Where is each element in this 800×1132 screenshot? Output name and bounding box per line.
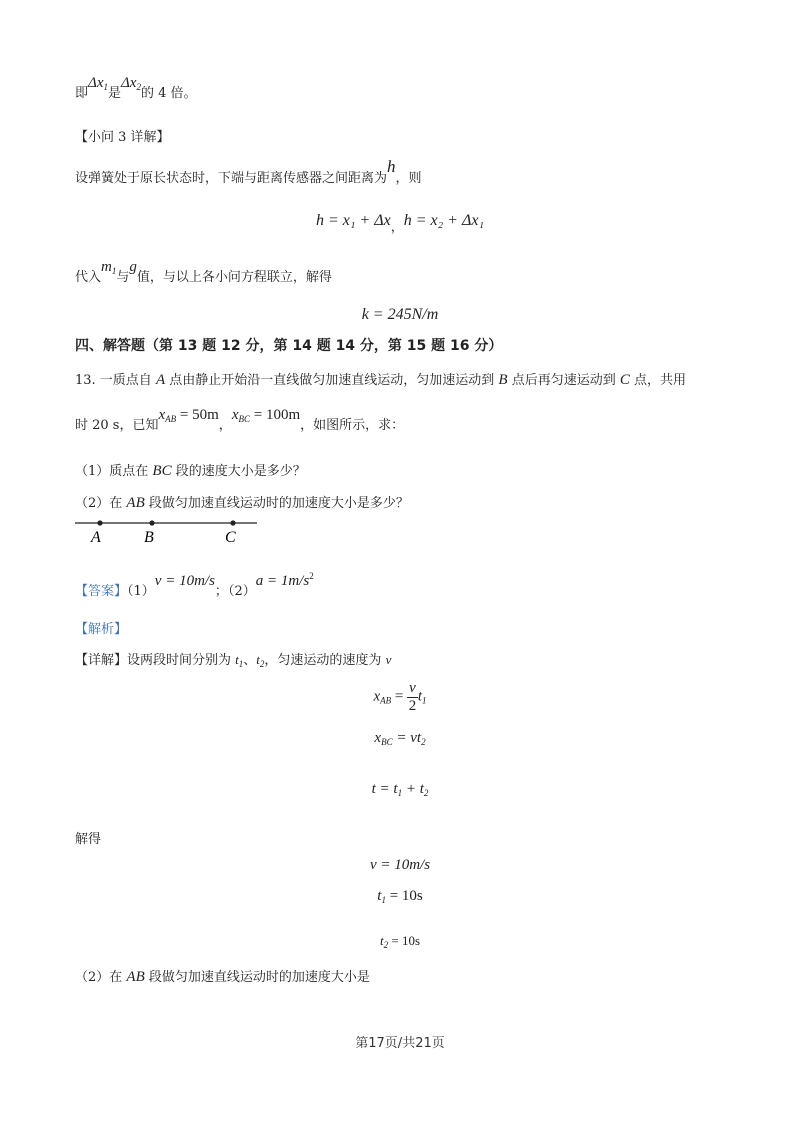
equation-h	[0, 210, 800, 234]
label-b: B	[144, 529, 154, 546]
delta-x2: $\Delta x_2$	[121, 75, 141, 92]
sep: ，	[218, 418, 232, 433]
sub2-final	[75, 968, 370, 986]
equation-xab: $x_{AB}$ = $\frac{v}{2}$ $t_1$	[373, 680, 427, 714]
var-h: h	[387, 157, 396, 176]
text: ，则	[395, 171, 422, 186]
sep: ，	[390, 219, 404, 234]
sep: ；	[214, 584, 228, 599]
text: 的 4 倍。	[140, 86, 197, 101]
equation-k: k = 245N/m	[361, 306, 439, 323]
text: 段的速度大小是多少？	[171, 464, 306, 479]
text: ，匀速运动的速度为	[264, 653, 386, 668]
label-a: A	[91, 529, 101, 546]
q13-sub1	[75, 462, 306, 480]
text: 设弹簧处于原长状态时，下端与距离传感器之间距离为	[75, 171, 388, 186]
segment-bc: BC	[152, 463, 172, 479]
q13-sub2	[75, 494, 409, 512]
var-v: v	[385, 652, 392, 667]
text: 点由静止开始沿一直线做匀加速直线运动，匀加速运动到	[165, 373, 499, 388]
label-c: C	[225, 529, 236, 546]
text: 即	[75, 86, 89, 101]
text: 点后再匀速运动到	[507, 373, 620, 388]
page-footer: 第17页/共21页	[355, 1036, 445, 1051]
eq-h1: h = x₁ + Δx	[315, 212, 391, 229]
var-t1: $t_1$	[235, 652, 244, 669]
result-v: v = 10m/s	[369, 857, 431, 873]
text: 13. 一质点自	[75, 373, 156, 388]
text: 段做匀加速直线运动时的加速度大小是多少？	[144, 496, 409, 511]
var-t2: $t_2$	[256, 652, 265, 669]
var-g: g	[129, 259, 137, 275]
q13-line2	[75, 407, 405, 435]
q13-line1	[75, 371, 686, 389]
result-t2: $t_2 = 10s$	[379, 933, 420, 950]
point-a: A	[155, 372, 166, 388]
text: （2）在	[75, 970, 127, 985]
answer-label: 【答案】	[75, 584, 128, 599]
text-line-delta-ratio	[75, 75, 197, 103]
text-line-substitute	[75, 259, 332, 287]
point-b: B	[498, 372, 508, 388]
text: （2）	[227, 584, 256, 599]
solve-label: 解得	[75, 832, 102, 847]
point-a-dot	[97, 520, 102, 525]
text: 值，与以上各小问方程联立，解得	[136, 270, 332, 285]
equation-t-sum: $t = t_1 + t_2$	[371, 781, 429, 798]
text: 与	[116, 270, 130, 285]
point-c: C	[619, 372, 630, 388]
equation-xbc: $x_{BC} = vt_2$	[374, 730, 426, 747]
text: ，如图所示，求：	[300, 418, 405, 433]
text: （1）质点在	[75, 464, 153, 479]
var-m1: $m_1$	[101, 259, 117, 276]
x-ab: $x_{AB} = 50m$	[158, 407, 219, 424]
segment-ab: AB	[126, 495, 145, 511]
analysis-label: 【解析】	[75, 622, 128, 637]
point-c-dot	[230, 520, 235, 525]
sec3-heading: 【小问 3 详解】	[75, 130, 170, 145]
text: （2）在	[75, 496, 127, 511]
detail-label: 【详解】	[75, 653, 128, 668]
line-diagram	[70, 512, 270, 552]
delta-x1: $\Delta x_1$	[88, 75, 108, 92]
point-b-dot	[149, 520, 154, 525]
text: 段做匀加速直线运动时的加速度大小是	[144, 970, 370, 985]
x-bc: $x_{BC} = 100m$	[231, 407, 301, 424]
eq-h2: h = x₂ + Δx₁	[403, 212, 485, 229]
text: 是	[107, 86, 121, 101]
answer-v: v = 10m/s	[154, 573, 215, 589]
text: （1）	[127, 584, 155, 599]
answer-a: $a = 1m/s^2$	[255, 571, 314, 589]
result-t1: $t_1 = 10s$	[377, 888, 423, 905]
segment-ab: AB	[126, 969, 145, 985]
text: 时 20 s，已知	[75, 418, 159, 433]
text: 代入	[75, 270, 102, 285]
detail-line	[75, 652, 391, 670]
text-line-spring	[75, 157, 422, 187]
answer-line	[75, 571, 314, 600]
text: 点，共用	[629, 373, 686, 388]
sep: 、	[243, 653, 257, 668]
text: 设两段时间分别为	[127, 653, 236, 668]
section4-heading: 四、解答题（第 13 题 12 分，第 14 题 14 分，第 15 题 16 分）	[75, 338, 503, 354]
